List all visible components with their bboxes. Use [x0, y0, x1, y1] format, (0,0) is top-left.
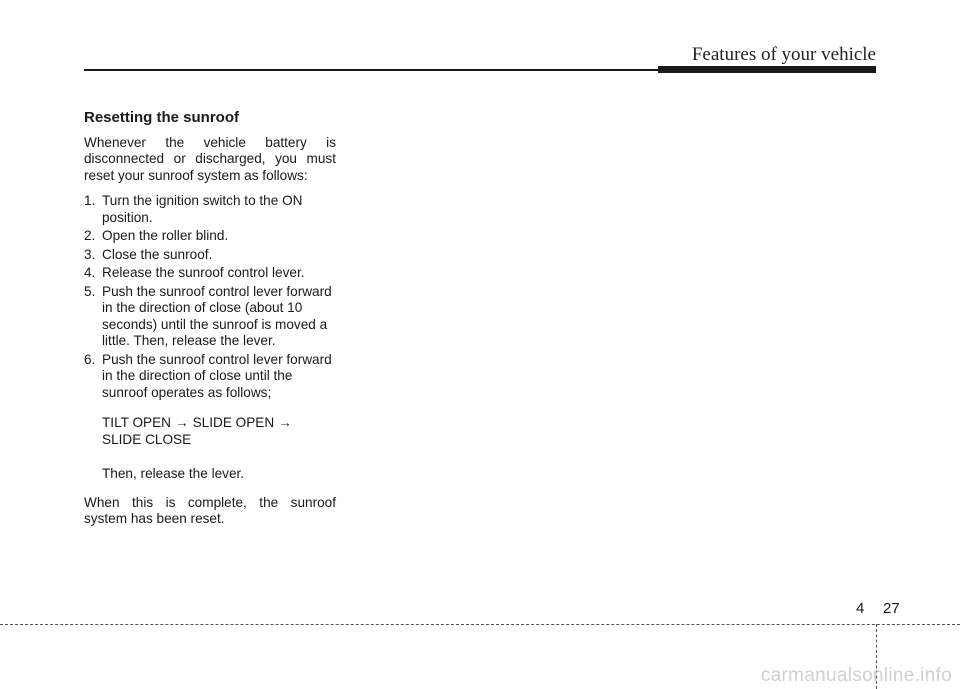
sunroof-reset-section — [84, 110, 336, 537]
list-item: 6. Push the sunroof control lever forward in the direction of close until the sunroof operates as follows; — [84, 351, 332, 400]
list-item: 3. Close the sunroof. — [84, 246, 213, 262]
steps-list — [84, 193, 336, 401]
page-number: 27 — [883, 600, 900, 617]
operation-sequence — [84, 415, 336, 448]
header-rule-thick — [658, 66, 876, 73]
list-item: 2. Open the roller blind. — [84, 228, 229, 243]
sequence-step-tilt-open: TILT OPEN — [102, 415, 171, 430]
header-rule-thin — [84, 69, 684, 71]
header-title: Features of your vehicle — [691, 44, 876, 65]
intro-paragraph: Whenever the vehicle battery is disconnected or discharged, you must reset your sunroof system as follows: — [84, 134, 336, 183]
list-item: 1. Turn the ignition switch to the ON position. — [84, 193, 303, 225]
chapter-number: 4 — [856, 600, 865, 617]
sequence-step-slide-open: SLIDE OPEN — [192, 415, 275, 430]
release-instruction: Then, release the lever. — [102, 466, 245, 481]
sequence-step-slide-close: SLIDE CLOSE — [102, 431, 192, 447]
list-item: 4. Release the sunroof control lever. — [84, 265, 305, 280]
arrow-right-icon: → — [175, 415, 189, 430]
watermark: carmanualsonline.info — [760, 665, 952, 686]
section-title: Resetting the sunroof — [84, 109, 240, 126]
footer-divider — [0, 624, 960, 625]
closing-paragraph: When this is complete, the sunroof system has been reset. — [84, 494, 336, 526]
arrow-right-icon: → — [278, 415, 292, 430]
list-item: 5. Push the sunroof control lever forward in the direction of close (about 10 seconds) until the sunroof is moved a little. Then, release the lever. — [84, 283, 332, 348]
